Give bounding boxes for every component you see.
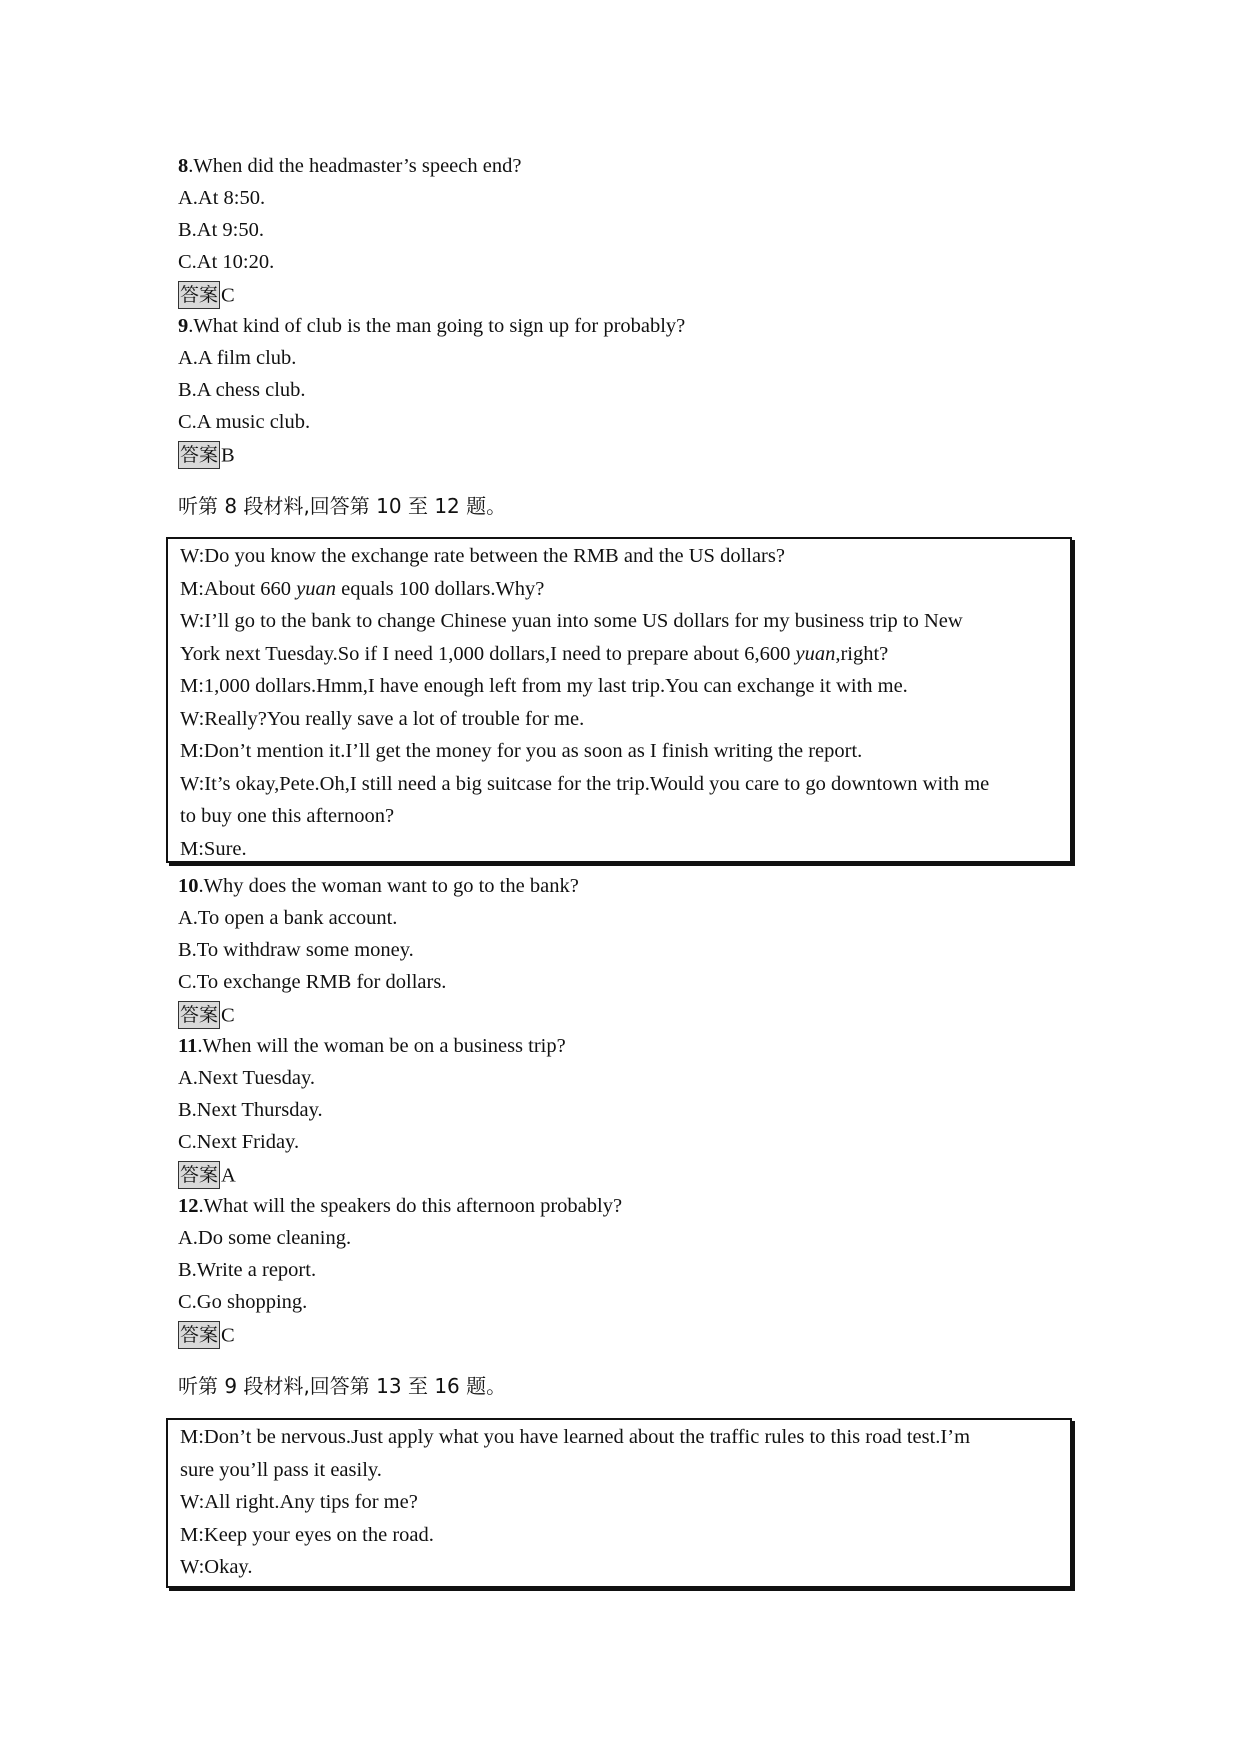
section-heading: 听第 8 段材料,回答第 10 至 12 题。 xyxy=(178,494,507,518)
dialogue-line: W:Do you know the exchange rate between the RMB and the US dollars? xyxy=(180,545,785,567)
answer-label: 答案 xyxy=(178,1001,220,1029)
question-9 xyxy=(178,310,685,342)
question-number: 12 xyxy=(178,1195,199,1217)
question-11 xyxy=(178,1030,566,1062)
option-b: B.Write a report. xyxy=(178,1259,317,1281)
answer-label: 答案 xyxy=(178,281,220,309)
option-b: B.To withdraw some money. xyxy=(178,939,414,961)
answer-row xyxy=(178,1318,235,1351)
question-text: .What kind of club is the man going to sign up for probably? xyxy=(188,315,686,337)
dialogue-line: M:About 660 yuan equals 100 dollars.Why? xyxy=(180,577,545,600)
answer-row xyxy=(178,1158,236,1191)
option-c: C.Next Friday. xyxy=(178,1131,300,1153)
answer-row xyxy=(178,278,235,311)
question-number: 10 xyxy=(178,875,199,897)
question-text: .When did the headmaster’s speech end? xyxy=(188,155,522,177)
dialogue-line: M:Don’t mention it.I’ll get the money for you as soon as I finish writing the report. xyxy=(180,740,863,762)
question-text: .What will the speakers do this afternoon probably? xyxy=(198,1195,623,1217)
option-c: C.A music club. xyxy=(178,411,311,433)
answer-label: 答案 xyxy=(178,441,220,469)
dialogue-line: M:Sure. xyxy=(180,837,247,860)
dialogue-line: York next Tuesday.So if I need 1,000 dollars,I need to prepare about 6,600 yuan,right? xyxy=(180,642,889,665)
option-c: C.At 10:20. xyxy=(178,251,275,273)
answer-value: A xyxy=(221,1164,236,1187)
dialogue-box-1 xyxy=(166,537,1072,863)
dialogue-line: W:All right.Any tips for me? xyxy=(180,1491,418,1513)
section-heading: 听第 9 段材料,回答第 13 至 16 题。 xyxy=(178,1374,507,1398)
option-a: A.At 8:50. xyxy=(178,187,266,209)
option-a: A.A film club. xyxy=(178,347,297,369)
dialogue-line: M:1,000 dollars.Hmm,I have enough left from my last trip.You can exchange it with me. xyxy=(180,675,908,697)
option-c: C.Go shopping. xyxy=(178,1291,308,1313)
option-a: A.To open a bank account. xyxy=(178,907,398,929)
option-b: B.A chess club. xyxy=(178,379,306,401)
answer-value: C xyxy=(221,1004,235,1027)
option-c: C.To exchange RMB for dollars. xyxy=(178,971,447,993)
question-text: .When will the woman be on a business trip? xyxy=(197,1035,566,1057)
dialogue-line: W:I’ll go to the bank to change Chinese yuan into some US dollars for my business trip to New xyxy=(180,610,963,632)
answer-row xyxy=(178,438,235,471)
question-8 xyxy=(178,150,521,182)
dialogue-line: M:Don’t be nervous.Just apply what you have learned about the traffic rules to this road test.I’m xyxy=(180,1426,971,1448)
question-10 xyxy=(178,870,579,902)
dialogue-line: M:Keep your eyes on the road. xyxy=(180,1523,434,1546)
answer-label: 答案 xyxy=(178,1321,220,1349)
answer-value: C xyxy=(221,1324,235,1347)
dialogue-box-2 xyxy=(166,1418,1072,1588)
option-a: A.Next Tuesday. xyxy=(178,1067,316,1089)
question-number: 8 xyxy=(178,155,189,177)
question-text: .Why does the woman want to go to the bank? xyxy=(198,875,579,897)
answer-value: C xyxy=(221,284,235,307)
question-number: 9 xyxy=(178,315,189,337)
answer-row xyxy=(178,998,235,1031)
option-b: B.Next Thursday. xyxy=(178,1099,323,1121)
dialogue-line: to buy one this afternoon? xyxy=(180,805,395,827)
question-number: 11 xyxy=(178,1035,198,1057)
answer-label: 答案 xyxy=(178,1161,220,1189)
dialogue-line: W:Okay. xyxy=(180,1556,253,1578)
dialogue-line: W:Really?You really save a lot of trouble for me. xyxy=(180,707,585,730)
answer-value: B xyxy=(221,444,235,467)
option-b: B.At 9:50. xyxy=(178,219,264,241)
dialogue-line: sure you’ll pass it easily. xyxy=(180,1458,382,1481)
question-12 xyxy=(178,1190,622,1222)
option-a: A.Do some cleaning. xyxy=(178,1227,352,1249)
dialogue-line: W:It’s okay,Pete.Oh,I still need a big suitcase for the trip.Would you care to go downtown with me xyxy=(180,772,990,795)
